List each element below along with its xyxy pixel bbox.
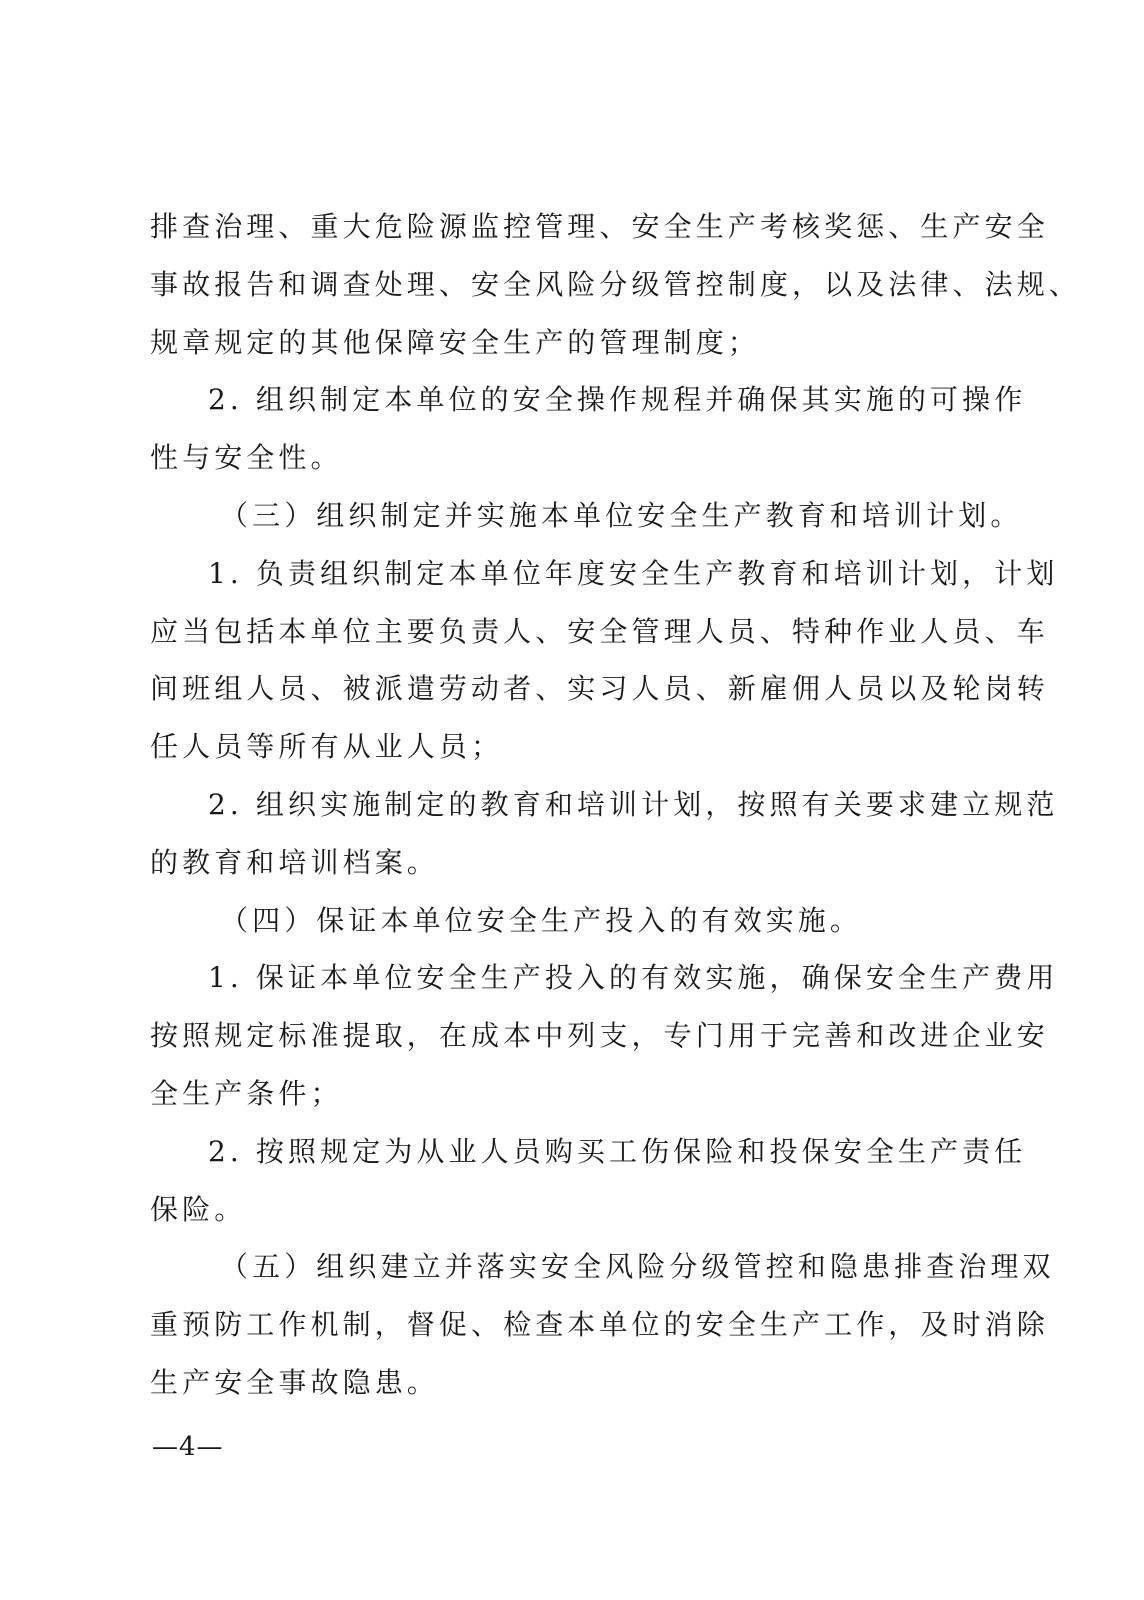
text-line: 保险。	[150, 1192, 247, 1226]
section-heading: （四）保证本单位安全生产投入的有效实施。	[220, 903, 863, 937]
text-line: 的教育和培训档案。	[150, 845, 439, 879]
text-line: 2. 按照规定为从业人员购买工伤保险和投保安全生产责任	[208, 1134, 1027, 1168]
text-line: 排查治理、重大危险源监控管理、安全生产考核奖惩、生产安全	[150, 210, 1049, 243]
text-line: 事故报告和调查处理、安全风险分级管控制度，以及法律、法规、	[150, 267, 1081, 301]
text-line: 性与安全性。	[150, 441, 343, 475]
page-number: —4—	[152, 1432, 224, 1462]
text-line: 全生产条件；	[150, 1076, 343, 1110]
text-line: 按照规定标准提取，在成本中列支，专门用于完善和改进企业安	[150, 1019, 1049, 1053]
text-line: 2. 组织实施制定的教育和培训计划，按照有关要求建立规范	[208, 787, 1059, 821]
text-line: 生产安全事故隐患。	[150, 1365, 439, 1399]
document-body	[150, 198, 1081, 1412]
text-line: 重预防工作机制，督促、检查本单位的安全生产工作，及时消除	[150, 1308, 1049, 1342]
section-heading: （三）组织制定并实施本单位安全生产教育和培训计划。	[220, 498, 1023, 532]
text-line: 1. 保证本单位安全生产投入的有效实施，确保安全生产费用	[208, 961, 1059, 995]
text-line: 应当包括本单位主要负责人、安全管理人员、特种作业人员、车	[150, 614, 1049, 648]
section-heading: （五）组织建立并落实安全风险分级管控和隐患排查治理双	[220, 1250, 1055, 1284]
text-line: 间班组人员、被派遣劳动者、实习人员、新雇佣人员以及轮岗转	[150, 672, 1049, 706]
text-line: 任人员等所有从业人员；	[150, 730, 504, 764]
text-line: 2. 组织制定本单位的安全操作规程并确保其实施的可操作	[208, 383, 1027, 417]
text-line: 规章规定的其他保障安全生产的管理制度；	[150, 325, 760, 359]
text-line: 1. 负责组织制定本单位年度安全生产教育和培训计划，计划	[208, 556, 1059, 590]
